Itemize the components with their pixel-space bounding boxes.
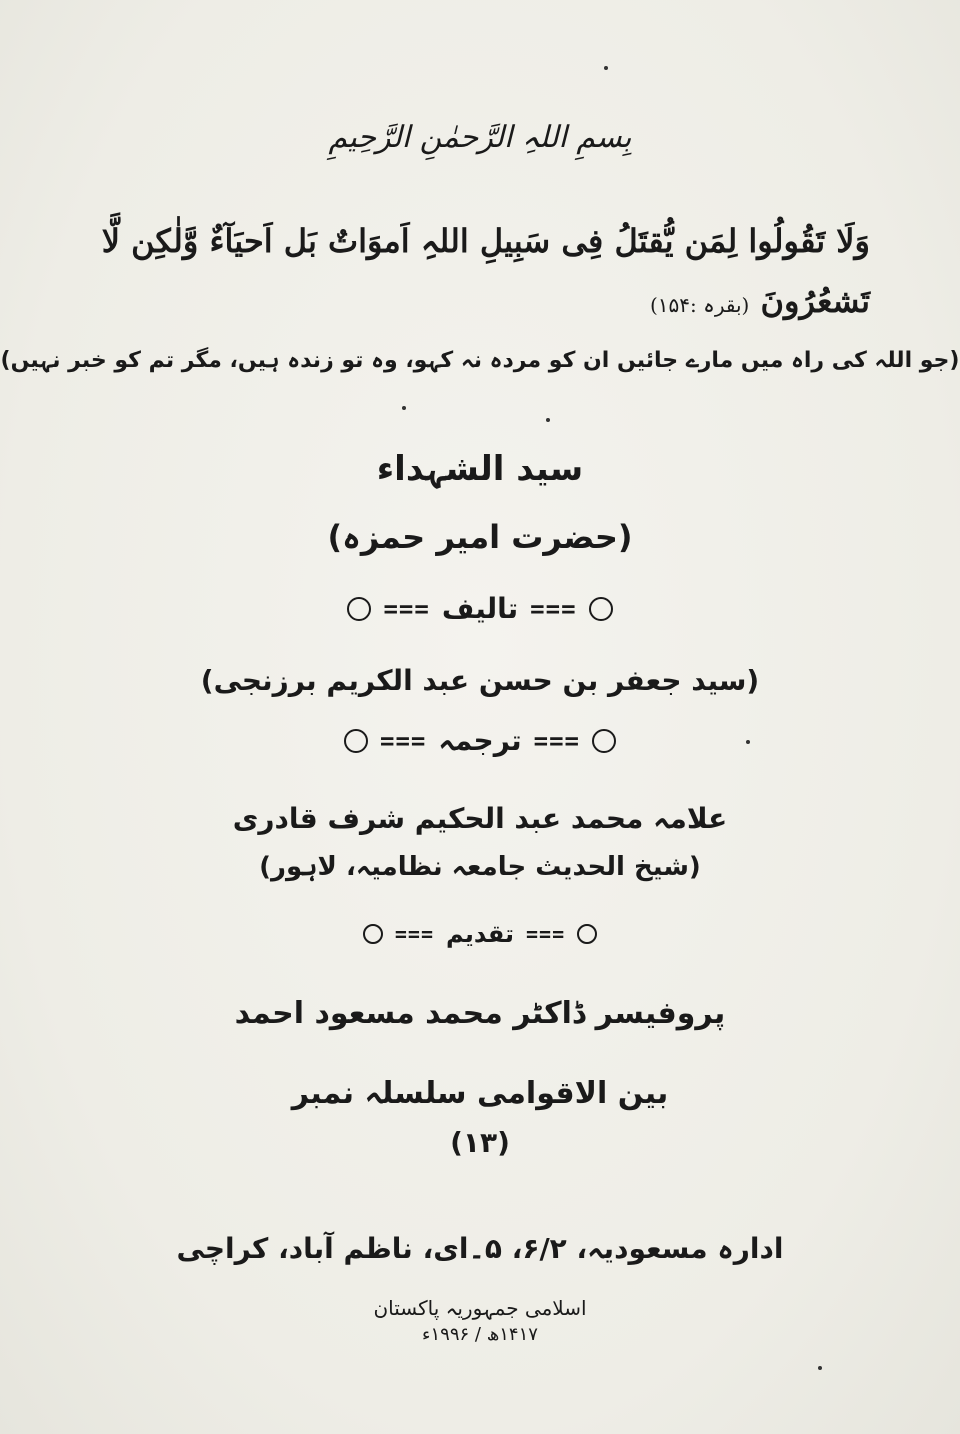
publication-date: ۱۴۱۷ھ / ۱۹۹۶ء	[422, 1324, 538, 1345]
divider-ornament: ===	[533, 726, 581, 755]
translator-title: (شیخ الحدیث جامعہ نظامیہ، لاہور)	[259, 852, 701, 882]
section-taqdim	[0, 920, 960, 948]
quran-verse-line-2	[560, 282, 870, 320]
publisher-address: ادارہ مسعودیہ، ۶/۲، ۵۔ای، ناظم آباد، کراچی	[176, 1232, 784, 1265]
series-label: بین الاقوامی سلسلہ نمبر	[291, 1076, 669, 1111]
quran-verse-ending: تَشعُرُونَ	[760, 282, 870, 320]
divider-ornament: ===	[530, 594, 577, 623]
verse-reference: (بقرہ :۱۵۴)	[649, 293, 750, 317]
section-label-talif: تالیف	[441, 592, 519, 625]
circle-ornament-icon	[363, 924, 383, 944]
circle-ornament-icon	[577, 924, 597, 944]
circle-ornament-icon	[347, 597, 371, 621]
divider-ornament: ===	[383, 594, 430, 623]
divider-ornament: ===	[394, 922, 435, 946]
circle-ornament-icon	[592, 729, 616, 753]
print-speck	[546, 418, 550, 422]
quran-verse-line-1: وَلَا تَقُولُوا لِمَن یُّقتَلُ فِی سَبِیلِ اللہِ اَموَاتٌ بَل اَحیَآءٌ وَّلٰکِن لَّا	[101, 222, 870, 260]
section-label-taqdim: تقدیم	[446, 920, 514, 948]
author-name: (سید جعفر بن حسن عبد الکریم برزنجی)	[200, 664, 760, 697]
print-speck	[818, 1366, 822, 1370]
series-number: (۱۳)	[450, 1126, 510, 1159]
print-speck	[402, 406, 406, 410]
divider-ornament: ===	[526, 922, 566, 946]
print-speck	[604, 66, 608, 70]
country-name: اسلامی جمہوریہ پاکستان	[373, 1296, 587, 1320]
divider-ornament: ===	[380, 726, 427, 755]
print-speck	[746, 740, 750, 744]
basmala: بِسمِ اللہِ الرَّحمٰنِ الرَّحِیمِ	[328, 120, 632, 155]
section-label-tarjuma: ترجمہ	[438, 724, 522, 757]
translator-name: علامہ محمد عبد الحکیم شرف قادری	[232, 802, 728, 835]
introducer-name: پروفیسر ڈاکٹر محمد مسعود احمد	[234, 996, 726, 1031]
section-talif	[0, 592, 960, 625]
book-subtitle: (حضرت امیر حمزہ)	[327, 518, 633, 556]
book-title: سید الشہداء	[376, 449, 584, 489]
circle-ornament-icon	[344, 729, 368, 753]
section-tarjuma	[0, 724, 960, 757]
circle-ornament-icon	[589, 597, 613, 621]
verse-translation: (جو اللہ کی راہ میں مارے جائیں ان کو مردہ نہ کہو، وہ تو زندہ ہیں، مگر تم کو خبر نہیں)	[0, 348, 960, 373]
